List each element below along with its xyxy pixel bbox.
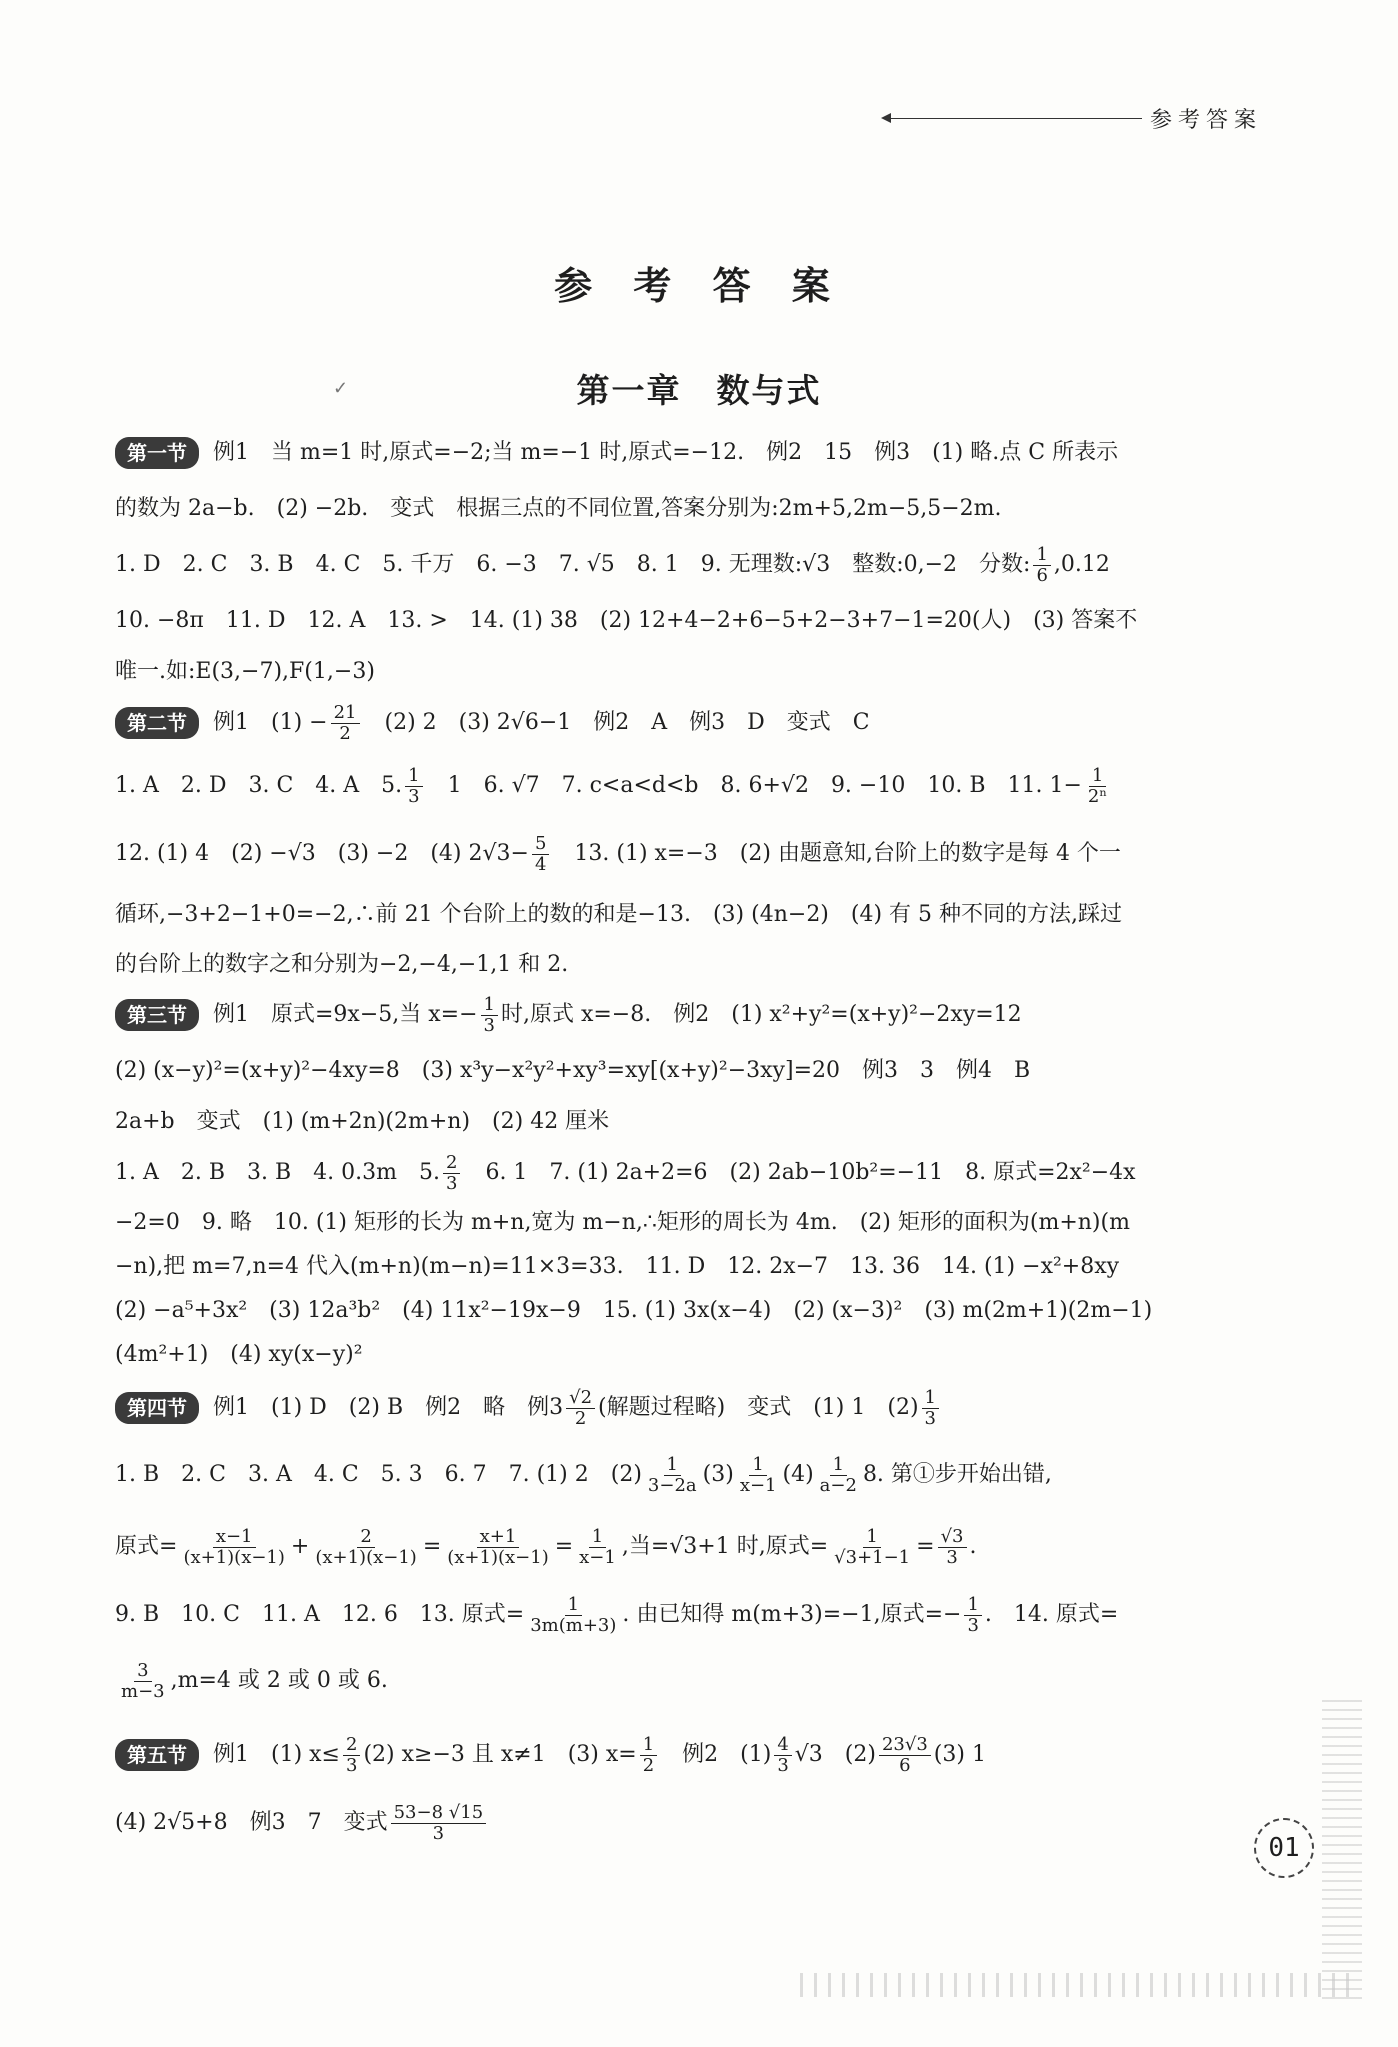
fraction: $\frac{1}{2}$ [640, 1735, 657, 1776]
fraction: $\frac{5}{4}$ [532, 834, 549, 875]
section-badge-3: 第三节 [115, 999, 199, 1031]
answer-line: 10. −8π 11. D 12. A 13. > 14. (1) 38 (2) 12+4−2+6−5+2−3+7−1=20(人) (3) 答案不 [115, 608, 1138, 633]
section-badge-5: 第五节 [115, 1739, 199, 1771]
answer-line: 第五节 例1 (1) x≤ $\frac{2}{3}$ (2) x≥−3 且 x≠1 (3) x= $\frac{1}{2}$ 例2 (1) $\frac{4}{3}$ √3 (2) $\frac{23√3}{6}$ (3) 1 [115, 1715, 1265, 1795]
answer-line: 2a+b 变式 (1) (m+2n)(2m+n) (2) 42 厘米 [115, 1109, 610, 1134]
answer-line: 第三节 例1 原式=9x−5,当 x=− $\frac{1}{3}$ 时,原式 x=−8. 例2 (1) x²+y²=(x+y)²−2xy=12 [115, 987, 1265, 1043]
fraction: $\frac{√3}{3}$ [938, 1527, 967, 1568]
answer-line: −2=0 9. 略 10. (1) 矩形的长为 m+n,宽为 m−n,∴矩形的周长为 4m. (2) 矩形的面积为(m+n)(m [115, 1210, 1130, 1235]
answer-line: $\frac{3}{m-3}$ ,m=4 或 2 或 0 或 6. [115, 1647, 1265, 1715]
section-badge-4: 第四节 [115, 1392, 199, 1424]
chapter-title: 第一章 数与式 [576, 371, 822, 410]
answer-line: 的数为 2a−b. (2) −2b. 变式 根据三点的不同位置,答案分别为:2m+5,2m−5,5−2m. [115, 496, 1002, 521]
fraction: $\frac{1}{6}$ [1033, 545, 1050, 586]
fraction: $\frac{1}{x-1}$ [739, 1453, 777, 1496]
fraction: $\frac{4}{3}$ [774, 1735, 791, 1776]
running-header-label: 参考答案 [1149, 108, 1262, 133]
fraction: $\frac{2}{3}$ [343, 1735, 360, 1776]
fraction: $\frac{√2}{2}$ [566, 1388, 595, 1429]
answer-line: 12. (1) 4 (2) −√3 (3) −2 (4) 2√3− $\frac{5}{4}$ 13. (1) x=−3 (2) 由题意知,台阶上的数字是每 4 个一 [115, 832, 1121, 875]
answer-line: 1. A 2. B 3. B 4. 0.3m 5. $\frac{2}{3}$ 6. 1 7. (1) 2a+2=6 (2) 2ab−10b²=−11 8. 原式=2x²−4x [115, 1151, 1136, 1194]
answer-line: 原式= $\frac{x-1}{(x+1)(x-1)}$ + $\frac{2}{(x+1)(x-1)}$ = $\frac{x+1}{(x+1)(x-1)}$ = $\frac{1}{x-1}$ ,当=√3+1 时,原式= $\frac{1}{√3+1-1}$ = $\frac{√3}{3}$ . [115, 1525, 977, 1568]
fraction: $\frac{1}{√3+1-1}$ [834, 1525, 911, 1568]
answer-line: 第一节 例1 当 m=1 时,原式=−2;当 m=−1 时,原式=−12. 例2 15 例3 (1) 略.点 C 所表示 [115, 425, 1265, 481]
page-title: 参 考 答 案 [554, 263, 844, 308]
fraction: $\frac{x-1}{(x+1)(x-1)}$ [183, 1525, 285, 1568]
answer-line: 唯一.如:E(3,−7),F(1,−3) [115, 659, 375, 684]
fraction: $\frac{1}{x-1}$ [579, 1525, 616, 1568]
answer-line: 9. B 10. C 11. A 12. 6 13. 原式= $\frac{1}{3m(m+3)}$ . 由已知得 m(m+3)=−1,原式=− $\frac{1}{3}$ . 14. 原式= [115, 1593, 1119, 1636]
answer-line: (2) (x−y)²=(x+y)²−4xy=8 (3) x³y−x²y²+xy³=xy[(x+y)²−3xy]=20 例3 3 例4 B [115, 1058, 1031, 1083]
answer-line: (4m²+1) (4) xy(x−y)² [115, 1342, 363, 1367]
pencil-mark-icon: ✓ [333, 378, 349, 399]
fraction: $\frac{1}{3}$ [405, 766, 422, 807]
arrow-icon [887, 118, 1142, 119]
section-badge-2: 第二节 [115, 707, 199, 739]
answer-line: (4) 2√5+8 例3 7 变式 $\frac{53-8 √15}{3}$ [115, 1795, 1265, 1851]
fraction: $\frac{1}{\text{2ⁿ}}$ [1087, 764, 1108, 807]
fraction: $\frac{1}{a-2}$ [819, 1453, 857, 1496]
answer-line: 第四节 例1 (1) D (2) B 例2 略 例3 $\frac{√2}{2}$ (解题过程略) 变式 (1) 1 (2) $\frac{1}{3}$ [115, 1377, 1265, 1439]
fraction: $\frac{1}{3}$ [481, 995, 498, 1036]
answers-block [115, 425, 1265, 1851]
fraction: $\frac{2}{(x+1)(x-1)}$ [315, 1525, 417, 1568]
running-header [887, 103, 1262, 134]
answer-line: 1. D 2. C 3. B 4. C 5. 千万 6. −3 7. √5 8. 1 9. 无理数:√3 整数:0,−2 分数: $\frac{1}{6}$ ,0.12 [115, 543, 1110, 586]
answer-line: 的台阶上的数字之和分别为−2,−4,−1,1 和 2. [115, 952, 569, 977]
fraction: $\frac{53-8 √15}{3}$ [391, 1803, 487, 1844]
section-badge-1: 第一节 [115, 437, 199, 469]
fraction: $\frac{3}{m-3}$ [121, 1659, 165, 1702]
answer-line: 1. A 2. D 3. C 4. A 5. $\frac{1}{3}$ 1 6. √7 7. c<a<d<b 8. 6+√2 9. −10 10. B 11. 1− $\frac{1}{\text{2ⁿ}}$ [115, 751, 1265, 821]
fraction: $\frac{1}{3}$ [964, 1595, 981, 1636]
fraction: $\frac{1}{3-2a}$ [647, 1453, 697, 1496]
page-number: 01 [1254, 1818, 1314, 1878]
answer-line: (2) −a⁵+3x² (3) 12a³b² (4) 11x²−19x−9 15. (1) 3x(x−4) (2) (x−3)² (3) m(2m+1)(2m−1) [115, 1298, 1153, 1323]
fraction: $\frac{2}{3}$ [443, 1153, 460, 1194]
answer-line: 循环,−3+2−1+0=−2,∴前 21 个台阶上的数的和是−13. (3) (4n−2) (4) 有 5 种不同的方法,踩过 [115, 902, 1123, 927]
page-edge-decoration [1322, 1700, 1362, 2000]
fraction: $\frac{1}{3m(m+3)}$ [530, 1593, 617, 1636]
page-bottom-decoration [800, 1973, 1360, 1997]
answer-line: 第二节 例1 (1) − $\frac{21}{2}$ (2) 2 (3) 2√6−1 例2 A 例3 D 变式 C [115, 695, 1265, 751]
fraction: $\frac{1}{3}$ [922, 1388, 939, 1429]
answer-line: 1. B 2. C 3. A 4. C 5. 3 6. 7 7. (1) 2 (2) $\frac{1}{3-2a}$ (3) $\frac{1}{x-1}$ (4) $\frac{1}{a-2}$ 8. 第①步开始出错, [115, 1453, 1052, 1496]
fraction: $\frac{x+1}{(x+1)(x-1)}$ [447, 1525, 549, 1568]
fraction: $\frac{21}{2}$ [331, 703, 360, 744]
fraction: $\frac{23√3}{6}$ [879, 1735, 931, 1776]
answer-line: −n),把 m=7,n=4 代入(m+n)(m−n)=11×3=33. 11. D 12. 2x−7 13. 36 14. (1) −x²+8xy [115, 1254, 1120, 1279]
